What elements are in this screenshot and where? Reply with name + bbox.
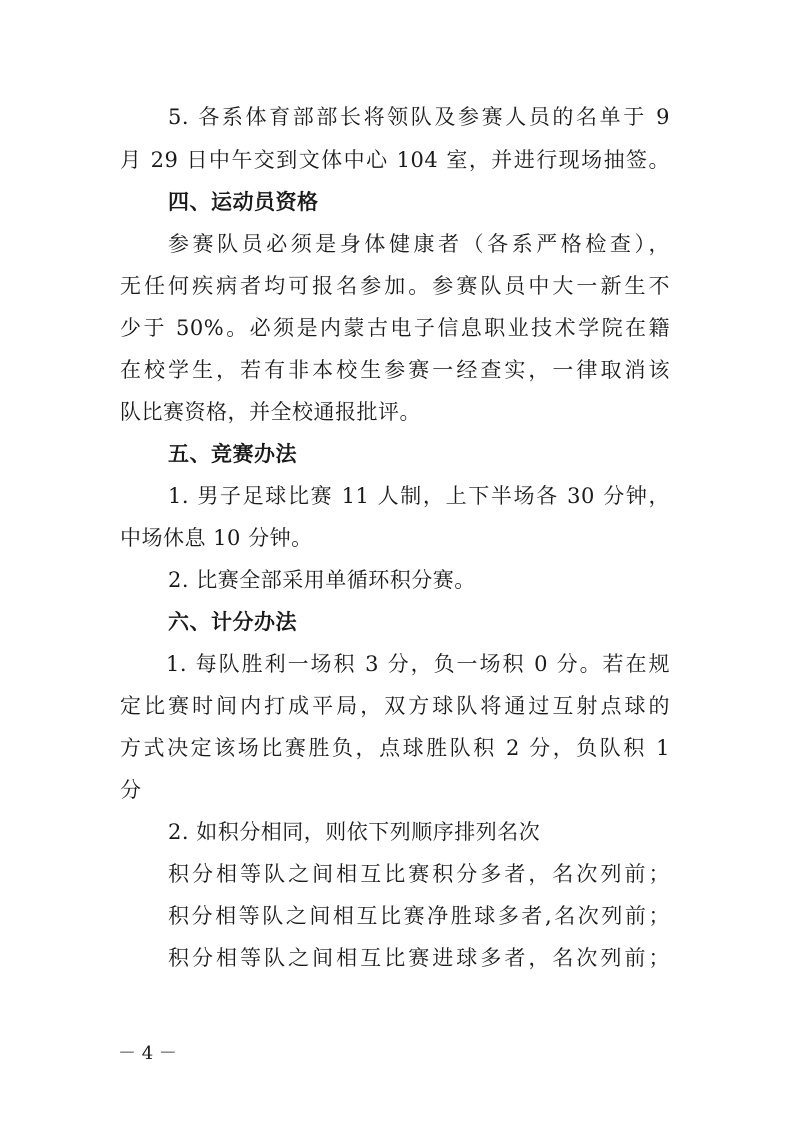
section-heading: 四、运动员资格 [168, 190, 319, 214]
paragraph-line: 积分相等队之间相互比赛净胜球多者,名次列前； [168, 904, 670, 928]
paragraph-line: 积分相等队之间相互比赛进球多者，名次列前； [168, 946, 670, 970]
paragraph-line: 月 29 日中午交到文体中心 104 室，并进行现场抽签。 [120, 148, 670, 172]
section-heading: 六、计分办法 [168, 610, 297, 634]
paragraph-line: 参赛队员必须是身体健康者（各系严格检查）， [168, 232, 670, 256]
paragraph-line: 分 [120, 778, 142, 802]
paragraph-line: 中场休息 10 分钟。 [120, 526, 313, 550]
paragraph-line: 1. 每队胜利一场积 3 分，负一场积 0 分。若在规 [166, 652, 670, 676]
paragraph-line: 5. 各系体育部部长将领队及参赛人员的名单于 9 [168, 105, 670, 129]
paragraph-line: 2. 如积分相同，则依下列顺序排列名次 [168, 820, 541, 844]
paragraph-line: 积分相等队之间相互比赛积分多者，名次列前； [168, 862, 670, 886]
paragraph-line: 少于 50%。必须是内蒙古电子信息职业技术学院在籍 [120, 316, 670, 340]
paragraph-line: 1. 男子足球比赛 11 人制，上下半场各 30 分钟， [168, 484, 670, 508]
paragraph-line: 队比赛资格，并全校通报批评。 [120, 400, 421, 424]
paragraph-line: 在校学生，若有非本校生参赛一经查实，一律取消该 [120, 358, 670, 382]
paragraph-line: 定比赛时间内打成平局，双方球队将通过互射点球的 [120, 694, 670, 718]
section-heading: 五、竞赛办法 [168, 442, 297, 466]
page-number: － 4 － [118, 1043, 177, 1064]
paragraph-line: 无任何疾病者均可报名参加。参赛队员中大一新生不 [120, 274, 670, 298]
paragraph-line: 方式决定该场比赛胜负，点球胜队积 2 分，负队积 1 [120, 736, 670, 760]
paragraph-line: 2. 比赛全部采用单循环积分赛。 [168, 568, 476, 592]
